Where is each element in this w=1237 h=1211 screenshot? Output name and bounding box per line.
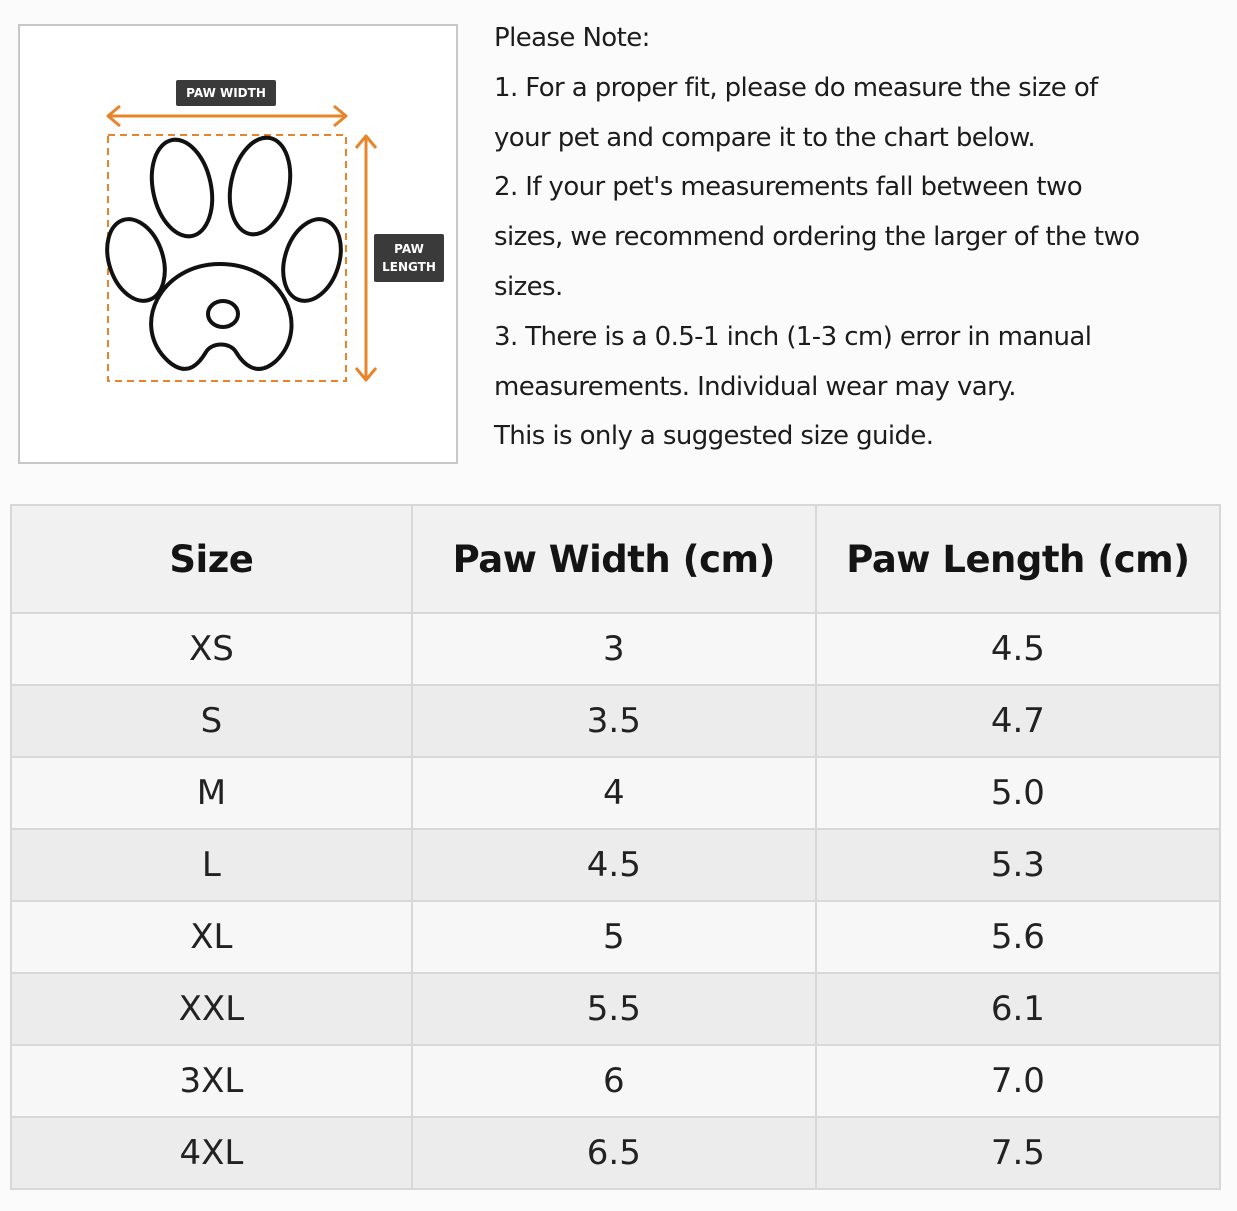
cell-paw-length: 4.5 xyxy=(816,613,1220,685)
cell-size: L xyxy=(11,829,412,901)
paw-print-icon xyxy=(97,132,350,369)
cell-paw-length: 7.5 xyxy=(816,1117,1220,1189)
cell-paw-width: 4.5 xyxy=(412,829,816,901)
notes-line: 2. If your pet's measurements fall between two xyxy=(494,172,1082,203)
cell-size: 3XL xyxy=(11,1045,412,1117)
cell-paw-width: 5 xyxy=(412,901,816,973)
cell-size: XXL xyxy=(11,973,412,1045)
cell-size: XL xyxy=(11,901,412,973)
cell-paw-length: 5.3 xyxy=(816,829,1220,901)
cell-paw-width: 4 xyxy=(412,757,816,829)
paw-length-label xyxy=(374,234,444,282)
notes-line: 1. For a proper fit, please do measure the size of xyxy=(494,72,1098,103)
notes-line: This is only a suggested size guide. xyxy=(494,421,934,452)
header-paw-length: Paw Length (cm) xyxy=(816,505,1220,613)
cell-size: 4XL xyxy=(11,1117,412,1189)
table-header-row xyxy=(11,505,1220,613)
header-paw-width: Paw Width (cm) xyxy=(412,505,816,613)
table-row xyxy=(11,613,1220,685)
notes-line: your pet and compare it to the chart below. xyxy=(494,122,1036,153)
notes-line: sizes. xyxy=(494,271,563,302)
notes-line: sizes, we recommend ordering the larger of the two xyxy=(494,222,1140,253)
cell-paw-width: 5.5 xyxy=(412,973,816,1045)
cell-paw-width: 3 xyxy=(412,613,816,685)
cell-paw-width: 6.5 xyxy=(412,1117,816,1189)
cell-paw-length: 4.7 xyxy=(816,685,1220,757)
table-row xyxy=(11,829,1220,901)
size-chart-table xyxy=(10,504,1221,1190)
cell-size: M xyxy=(11,757,412,829)
paw-length-label-line2: LENGTH xyxy=(382,260,436,274)
notes-line: 3. There is a 0.5-1 inch (1-3 cm) error in manual xyxy=(494,321,1092,352)
cell-paw-width: 3.5 xyxy=(412,685,816,757)
table-row xyxy=(11,757,1220,829)
notes-heading: Please Note: xyxy=(494,23,650,53)
table-row xyxy=(11,1045,1220,1117)
paw-measurement-diagram xyxy=(18,24,458,464)
cell-size: XS xyxy=(11,613,412,685)
table-row xyxy=(11,685,1220,757)
cell-paw-length: 5.0 xyxy=(816,757,1220,829)
cell-paw-length: 6.1 xyxy=(816,973,1220,1045)
paw-length-arrow-icon xyxy=(356,136,376,380)
paw-length-label-line1: PAW xyxy=(394,242,424,256)
paw-width-arrow-icon xyxy=(108,106,346,126)
cell-paw-length: 5.6 xyxy=(816,901,1220,973)
table-row xyxy=(11,901,1220,973)
cell-size: S xyxy=(11,685,412,757)
paw-width-label: PAW WIDTH xyxy=(176,80,276,106)
cell-paw-width: 6 xyxy=(412,1045,816,1117)
cell-paw-length: 7.0 xyxy=(816,1045,1220,1117)
table-row xyxy=(11,1117,1220,1189)
size-notes xyxy=(494,14,1229,462)
header-size: Size xyxy=(11,505,412,613)
notes-line: measurements. Individual wear may vary. xyxy=(494,371,1016,402)
table-row xyxy=(11,973,1220,1045)
